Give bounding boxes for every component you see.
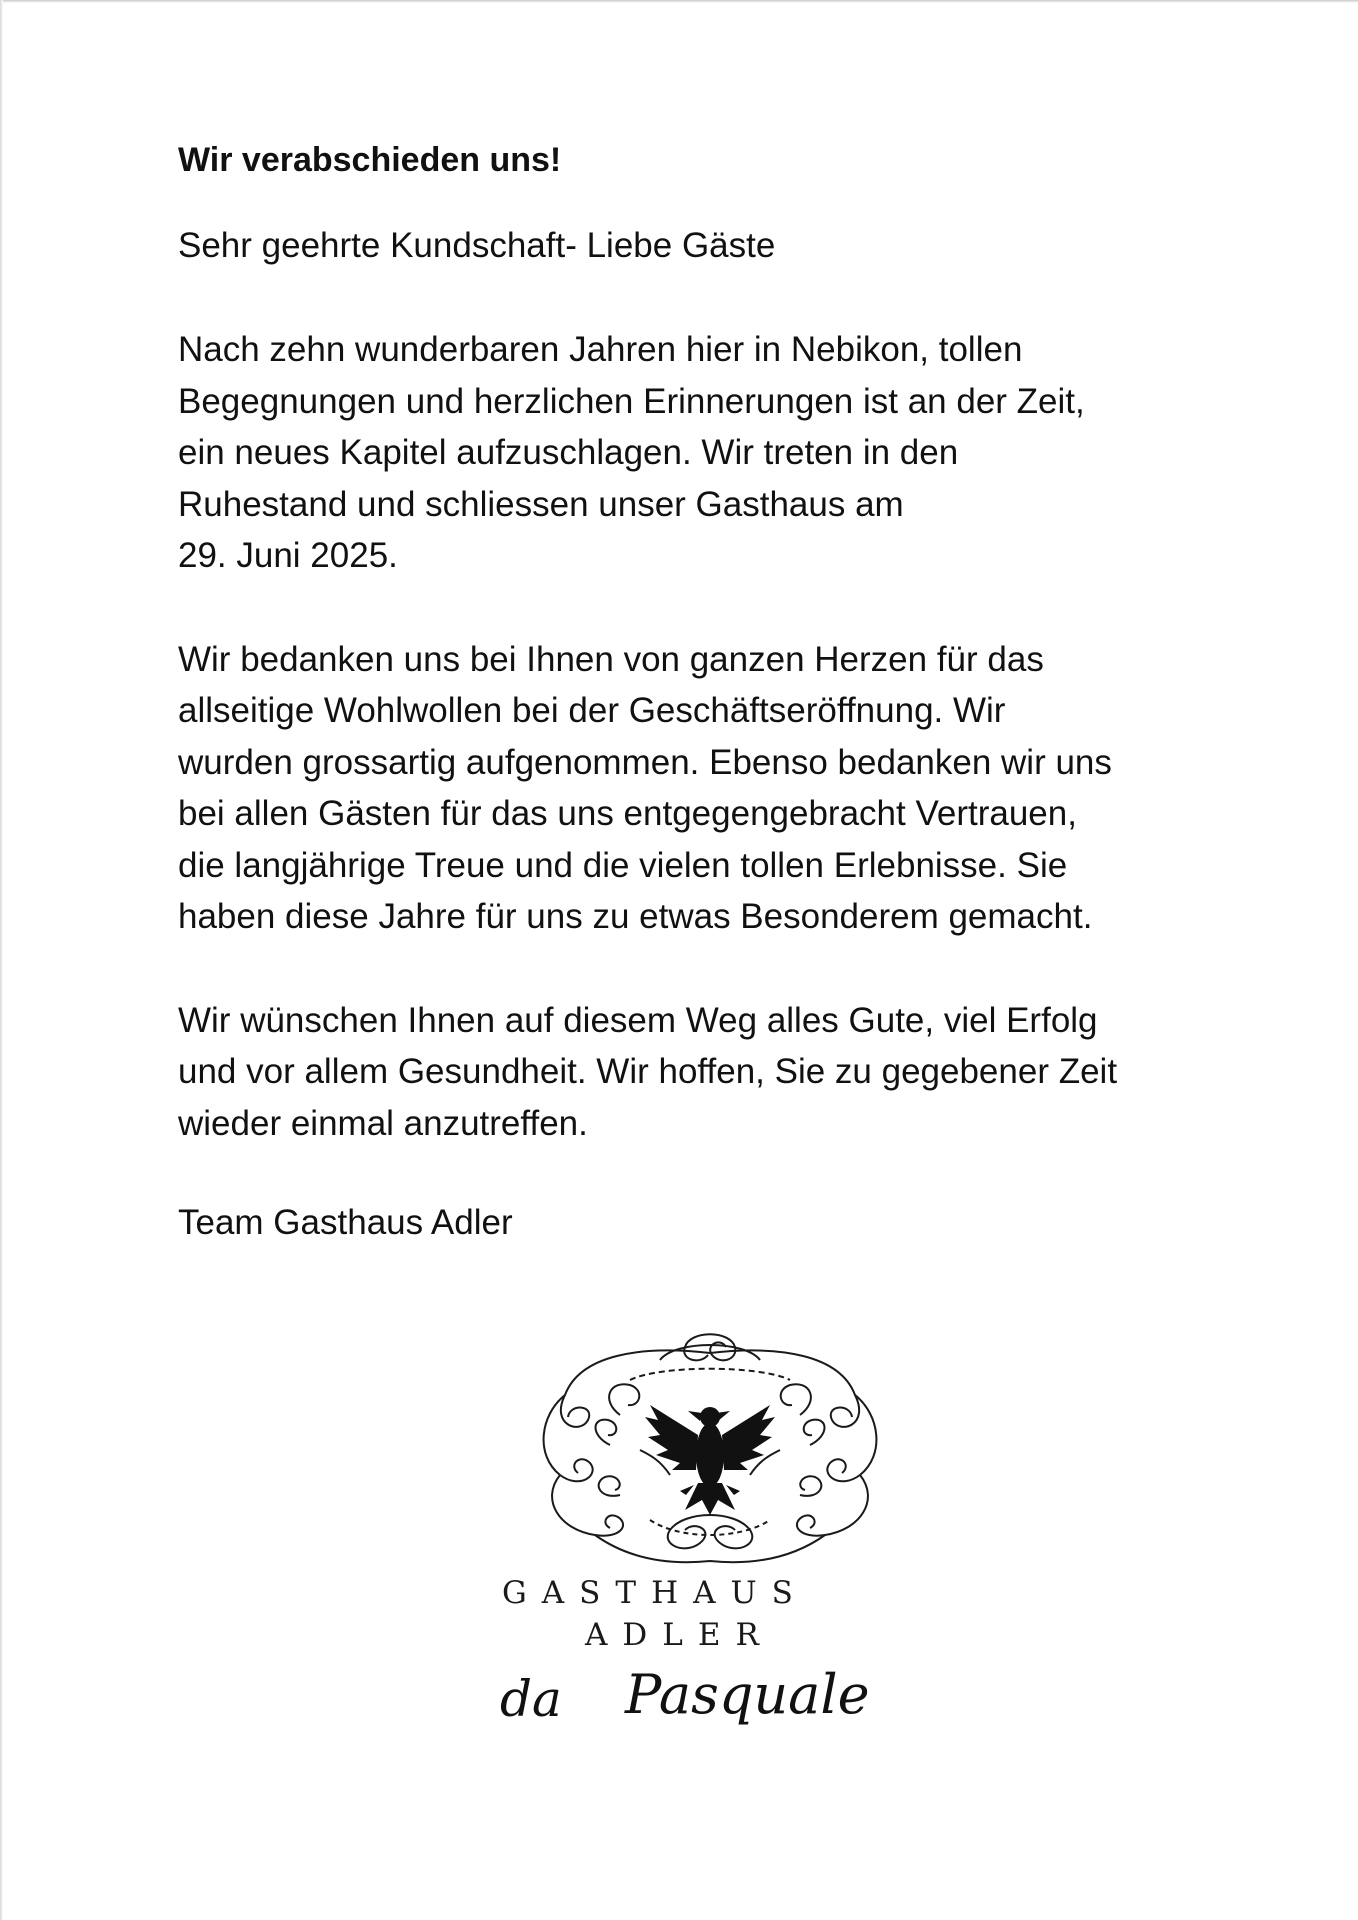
paragraph-line: wurden grossartig aufgenommen. Ebenso bedanken wir uns — [178, 742, 1112, 782]
letter-signoff: Team Gasthaus Adler — [178, 1203, 513, 1242]
paragraph-line: die langjährige Treue und die vielen tollen Erlebnisse. Sie — [178, 845, 1068, 885]
logo-script-pasquale: Pasquale — [625, 1663, 870, 1726]
paragraph-line: und vor allem Gesundheit. Wir hoffen, Sie zu gegebener Zeit — [178, 1052, 1118, 1091]
logo-text-adler: ADLER — [585, 1617, 774, 1653]
paragraph-line: ein neues Kapitel aufzuschlagen. Wir treten in den — [178, 433, 959, 472]
logo-text-gasthaus: GASTHAUS — [502, 1575, 808, 1611]
paragraph-line: 29. Juni 2025. — [178, 536, 398, 575]
scan-edge-left — [0, 0, 3, 1920]
letter-body — [178, 138, 1298, 1245]
paragraph-line: Ruhestand und schliessen unser Gasthaus am — [178, 484, 904, 524]
letter-salutation: Sehr geehrte Kundschaft- Liebe Gäste — [178, 226, 776, 265]
letter-heading: Wir verabschieden uns! — [178, 141, 562, 179]
paragraph-line: wieder einmal anzutreffen. — [178, 1103, 588, 1143]
paragraph-closing-announcement — [178, 324, 1298, 582]
logo-script-da: da — [500, 1670, 562, 1728]
paragraph-wishes — [178, 995, 1298, 1150]
paragraph-line: allseitige Wohlwollen bei der Geschäftseröffnung. Wir — [178, 691, 1006, 730]
paragraph-thanks — [178, 634, 1298, 943]
paragraph-line: Wir wünschen Ihnen auf diesem Weg alles Gute, viel Erfolg — [178, 1000, 1098, 1040]
gasthaus-adler-logo — [480, 1325, 940, 1728]
paragraph-line: Wir bedanken uns bei Ihnen von ganzen Herzen für das — [178, 639, 1044, 679]
paragraph-line: Nach zehn wunderbaren Jahren hier in Nebikon, tollen — [178, 330, 1023, 369]
scan-edge-top — [0, 0, 1358, 3]
paragraph-line: haben diese Jahre für uns zu etwas Besonderem gemacht. — [178, 897, 1093, 936]
paragraph-line: Begegnungen und herzlichen Erinnerungen ist an der Zeit, — [178, 381, 1085, 421]
eagle-crest-icon — [480, 1325, 940, 1575]
paragraph-line: bei allen Gästen für das uns entgegengebracht Vertrauen, — [178, 794, 1077, 833]
